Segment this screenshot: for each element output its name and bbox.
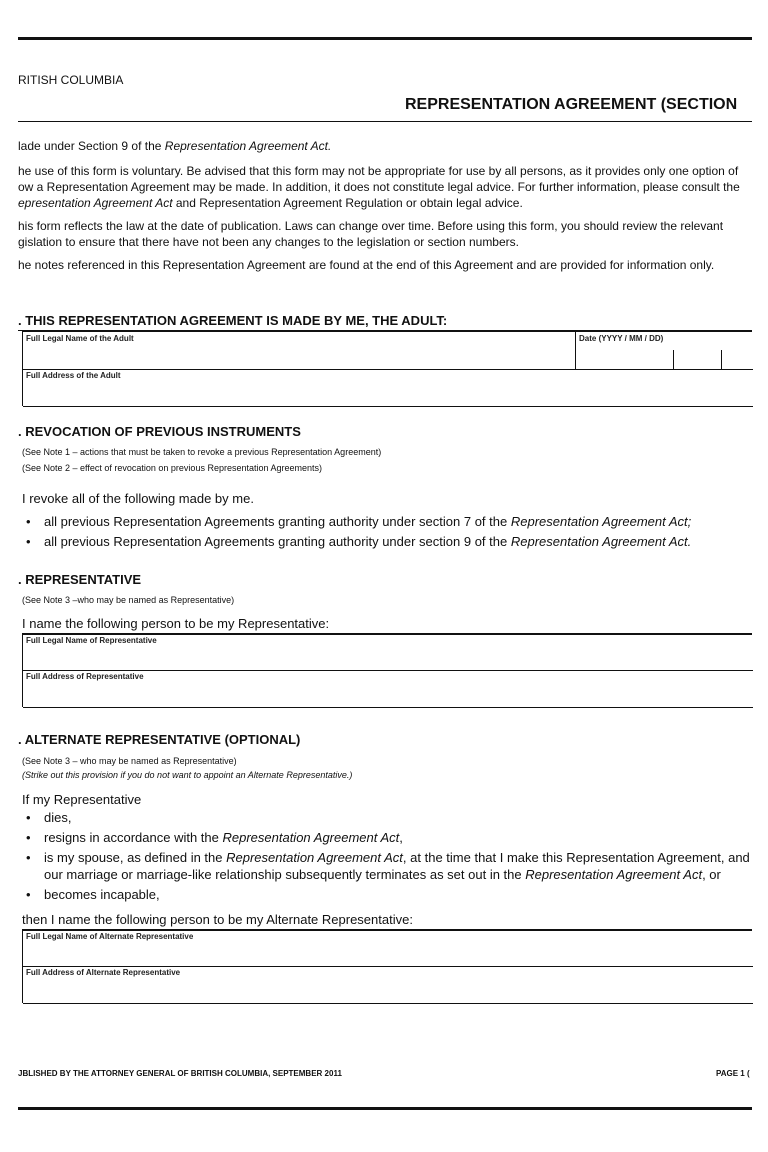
section2-lead: I revoke all of the following made by me. bbox=[22, 491, 254, 506]
bullet-act: Representation Agreement Act. bbox=[510, 534, 692, 549]
bullet-text-end: , bbox=[399, 830, 403, 845]
date-tick-2 bbox=[721, 350, 722, 370]
section4-lead: If my Representative bbox=[22, 792, 142, 807]
section4-bullet-spouse-line2 bbox=[44, 866, 721, 884]
section4-then: then I name the following person to be my Alternate Representative: bbox=[22, 912, 413, 927]
bullet-dot: • bbox=[26, 514, 31, 529]
bullet-act: Representation Agreement Act bbox=[226, 850, 403, 865]
section1-heading: . THIS REPRESENTATION AGREEMENT IS MADE BY ME, THE ADULT: bbox=[18, 313, 448, 328]
province-label: RITISH COLUMBIA bbox=[18, 73, 124, 87]
bullet-text: all previous Representation Agreements granting authority under section 9 of the bbox=[44, 534, 511, 549]
intro-p3-line1: his form reflects the law at the date of publication. Laws can change over time. Before using this form, you should review the relevant bbox=[18, 219, 724, 233]
intro-p2-line1: he use of this form is voluntary. Be advised that this form may not be appropriate for use by all persons, as it provides only one option of bbox=[18, 164, 739, 178]
footer-page-number: PAGE 1 ( bbox=[716, 1069, 750, 1078]
representative-address-label: Full Address of Representative bbox=[26, 672, 144, 681]
bullet-dot: • bbox=[26, 534, 31, 549]
adult-name-label: Full Legal Name of the Adult bbox=[26, 334, 134, 343]
bullet-dot: • bbox=[26, 887, 31, 902]
bullet-text-end: , or bbox=[702, 867, 721, 882]
intro-p2-act: epresentation Agreement Act bbox=[18, 196, 173, 210]
alternate-address-label: Full Address of Alternate Representative bbox=[26, 968, 181, 977]
adult-address-field[interactable] bbox=[23, 370, 753, 407]
alternate-name-label: Full Legal Name of Alternate Representative bbox=[26, 932, 194, 941]
bullet-act: Representation Agreement Act bbox=[525, 867, 703, 882]
representative-name-label: Full Legal Name of Representative bbox=[26, 636, 157, 645]
intro-made-under bbox=[18, 138, 331, 154]
section2-heading: . REVOCATION OF PREVIOUS INSTRUMENTS bbox=[18, 424, 301, 439]
intro-made-under-act: Representation Agreement Act. bbox=[164, 139, 332, 153]
section4-bullet-dies bbox=[26, 809, 71, 827]
footer-published: JBLISHED BY THE ATTORNEY GENERAL OF BRITISH COLUMBIA, SEPTEMBER 2011 bbox=[18, 1069, 342, 1078]
intro-p2-rest: and Representation Agreement Regulation or obtain legal advice. bbox=[172, 196, 523, 210]
intro-p2-line3 bbox=[18, 195, 523, 211]
bullet-text: is my spouse, as defined in the bbox=[44, 850, 227, 865]
section3-heading: . REPRESENTATIVE bbox=[18, 572, 142, 587]
title-underline bbox=[18, 121, 752, 122]
adult-address-label: Full Address of the Adult bbox=[26, 371, 121, 380]
intro-p4: he notes referenced in this Representation Agreement are found at the end of this Agreement and are provided for information only. bbox=[18, 258, 715, 272]
bullet-text: all previous Representation Agreements granting authority under section 7 of the bbox=[44, 514, 511, 529]
bullet-text: our marriage or marriage-like relationship subsequently terminates as set out in the bbox=[44, 867, 526, 882]
section4-heading: . ALTERNATE REPRESENTATIVE (OPTIONAL) bbox=[18, 732, 301, 747]
section4-bullet-incapable bbox=[26, 886, 160, 904]
section2-note1: (See Note 1 – actions that must be taken to revoke a previous Representation Agreement) bbox=[22, 447, 382, 457]
intro-made-under-text: lade under Section 9 of the bbox=[18, 139, 165, 153]
top-rule bbox=[18, 37, 752, 40]
section4-bullet-spouse bbox=[26, 849, 750, 867]
intro-p2-line2: ow a Representation Agreement may be made. In addition, it does not constitute legal advice. For further information, please consult the bbox=[18, 180, 740, 194]
page-title: REPRESENTATION AGREEMENT (SECTION bbox=[405, 96, 738, 113]
bottom-rule bbox=[18, 1107, 752, 1110]
section2-bullet2 bbox=[26, 533, 691, 551]
date-tick-1 bbox=[673, 350, 674, 370]
bullet-text: resigns in accordance with the bbox=[44, 830, 223, 845]
bullet-dot: • bbox=[26, 830, 31, 845]
section4-note: (See Note 3 – who may be named as Representative) bbox=[22, 756, 237, 766]
section2-bullet1 bbox=[26, 513, 691, 531]
intro-p3-line2: gislation to ensure that there have not been any changes to the legislation or section numbers. bbox=[18, 235, 519, 249]
bullet-act: Representation Agreement Act; bbox=[510, 514, 692, 529]
section3-note: (See Note 3 –who may be named as Representative) bbox=[22, 595, 235, 605]
bullet-text: becomes incapable, bbox=[44, 887, 160, 902]
bullet-dot: • bbox=[26, 850, 31, 865]
section4-strike-note: (Strike out this provision if you do not want to appoint an Alternate Representative.) bbox=[22, 770, 353, 780]
bullet-dot: • bbox=[26, 810, 31, 825]
bullet-text-end: , at the time that I make this Representation Agreement, and bbox=[402, 850, 750, 865]
section4-bullet-resigns bbox=[26, 829, 403, 847]
date-label: Date (YYYY / MM / DD) bbox=[579, 334, 664, 343]
bullet-text: dies, bbox=[44, 810, 72, 825]
section3-lead: I name the following person to be my Representative: bbox=[22, 616, 330, 631]
section2-note2: (See Note 2 – effect of revocation on previous Representation Agreements) bbox=[22, 463, 323, 473]
bullet-act: Representation Agreement Act bbox=[222, 830, 400, 845]
